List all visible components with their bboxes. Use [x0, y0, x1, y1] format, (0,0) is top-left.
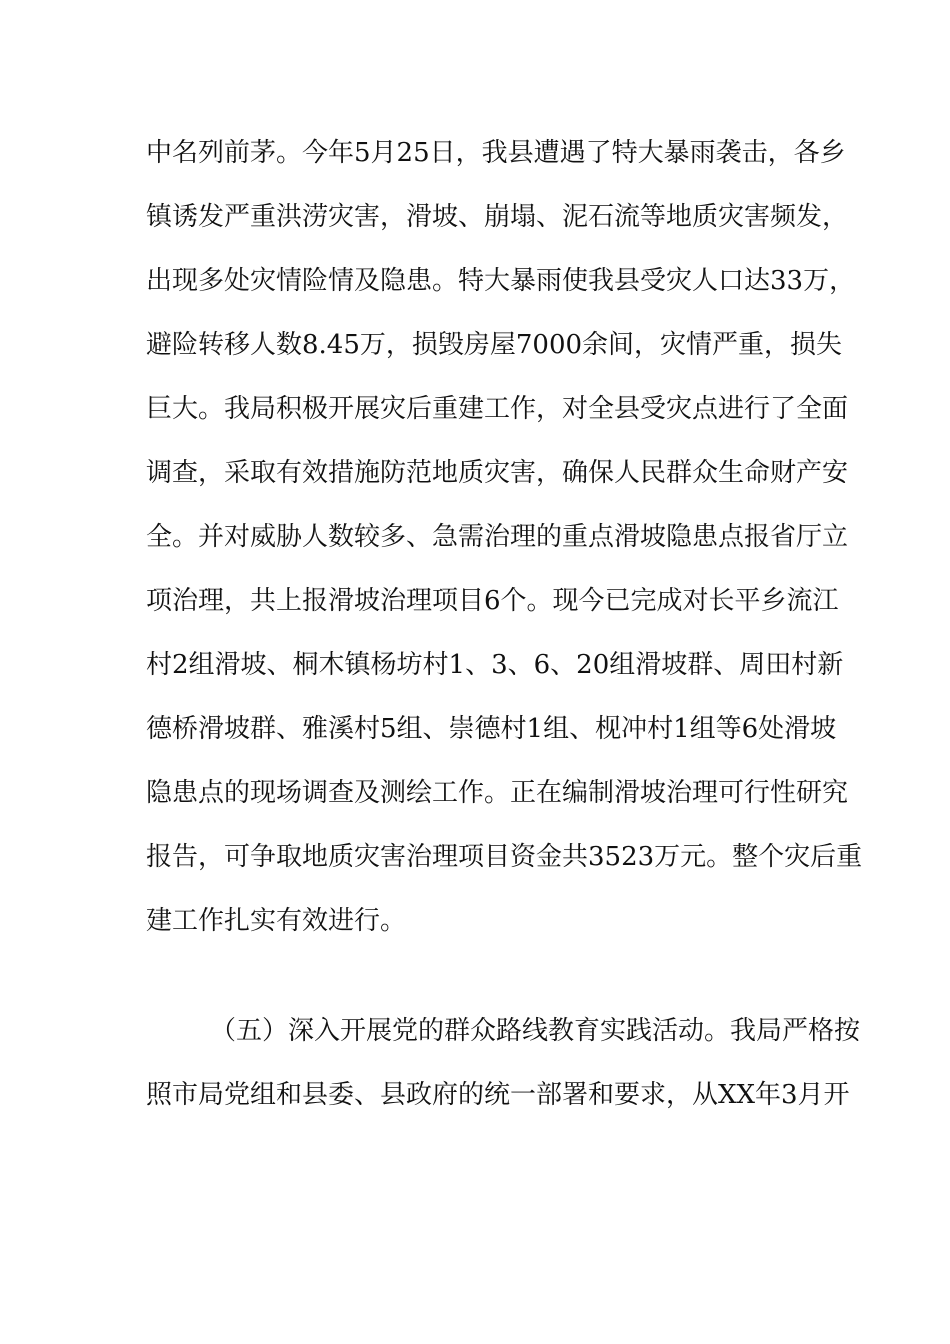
paragraph-line-12: 报告，可争取地质灾害治理项目资金共3523万元。整个灾后重 — [146, 842, 863, 872]
paragraph-line-10: 德桥滑坡群、雅溪村5组、崇德村1组、枧冲村1组等6处滑坡 — [146, 714, 837, 744]
paragraph-line-11: 隐患点的现场调查及测绘工作。正在编制滑坡治理可行性研究 — [146, 778, 849, 808]
section-heading-line: （五）深入开展党的群众路线教育实践活动。我局严格按 — [210, 1016, 861, 1046]
paragraph-line-6: 调查，采取有效措施防范地质灾害，确保人民群众生命财产安 — [146, 458, 849, 488]
paragraph-line-2: 镇诱发严重洪涝灾害，滑坡、崩塌、泥石流等地质灾害频发， — [146, 202, 849, 232]
paragraph-line-13: 建工作扎实有效进行。 — [146, 906, 407, 936]
paragraph-line-4: 避险转移人数8.45万，损毁房屋7000余间，灾情严重，损失 — [146, 330, 843, 360]
paragraph-line-8: 项治理，共上报滑坡治理项目6个。现今已完成对长平乡流江 — [146, 586, 839, 616]
paragraph-line-9: 村2组滑坡、桐木镇杨坊村1、3、6、20组滑坡群、周田村新 — [146, 650, 844, 680]
paragraph-line-15: 照市局党组和县委、县政府的统一部署和要求，从XX年3月开 — [146, 1080, 850, 1110]
paragraph-line-1: 中名列前茅。今年5月25日，我县遭遇了特大暴雨袭击，各乡 — [146, 138, 846, 168]
paragraph-line-7: 全。并对威胁人数较多、急需治理的重点滑坡隐患点报省厅立 — [146, 522, 849, 552]
paragraph-line-5: 巨大。我局积极开展灾后重建工作，对全县受灾点进行了全面 — [146, 394, 849, 424]
paragraph-line-3: 出现多处灾情险情及隐患。特大暴雨使我县受灾人口达33万， — [146, 266, 856, 296]
